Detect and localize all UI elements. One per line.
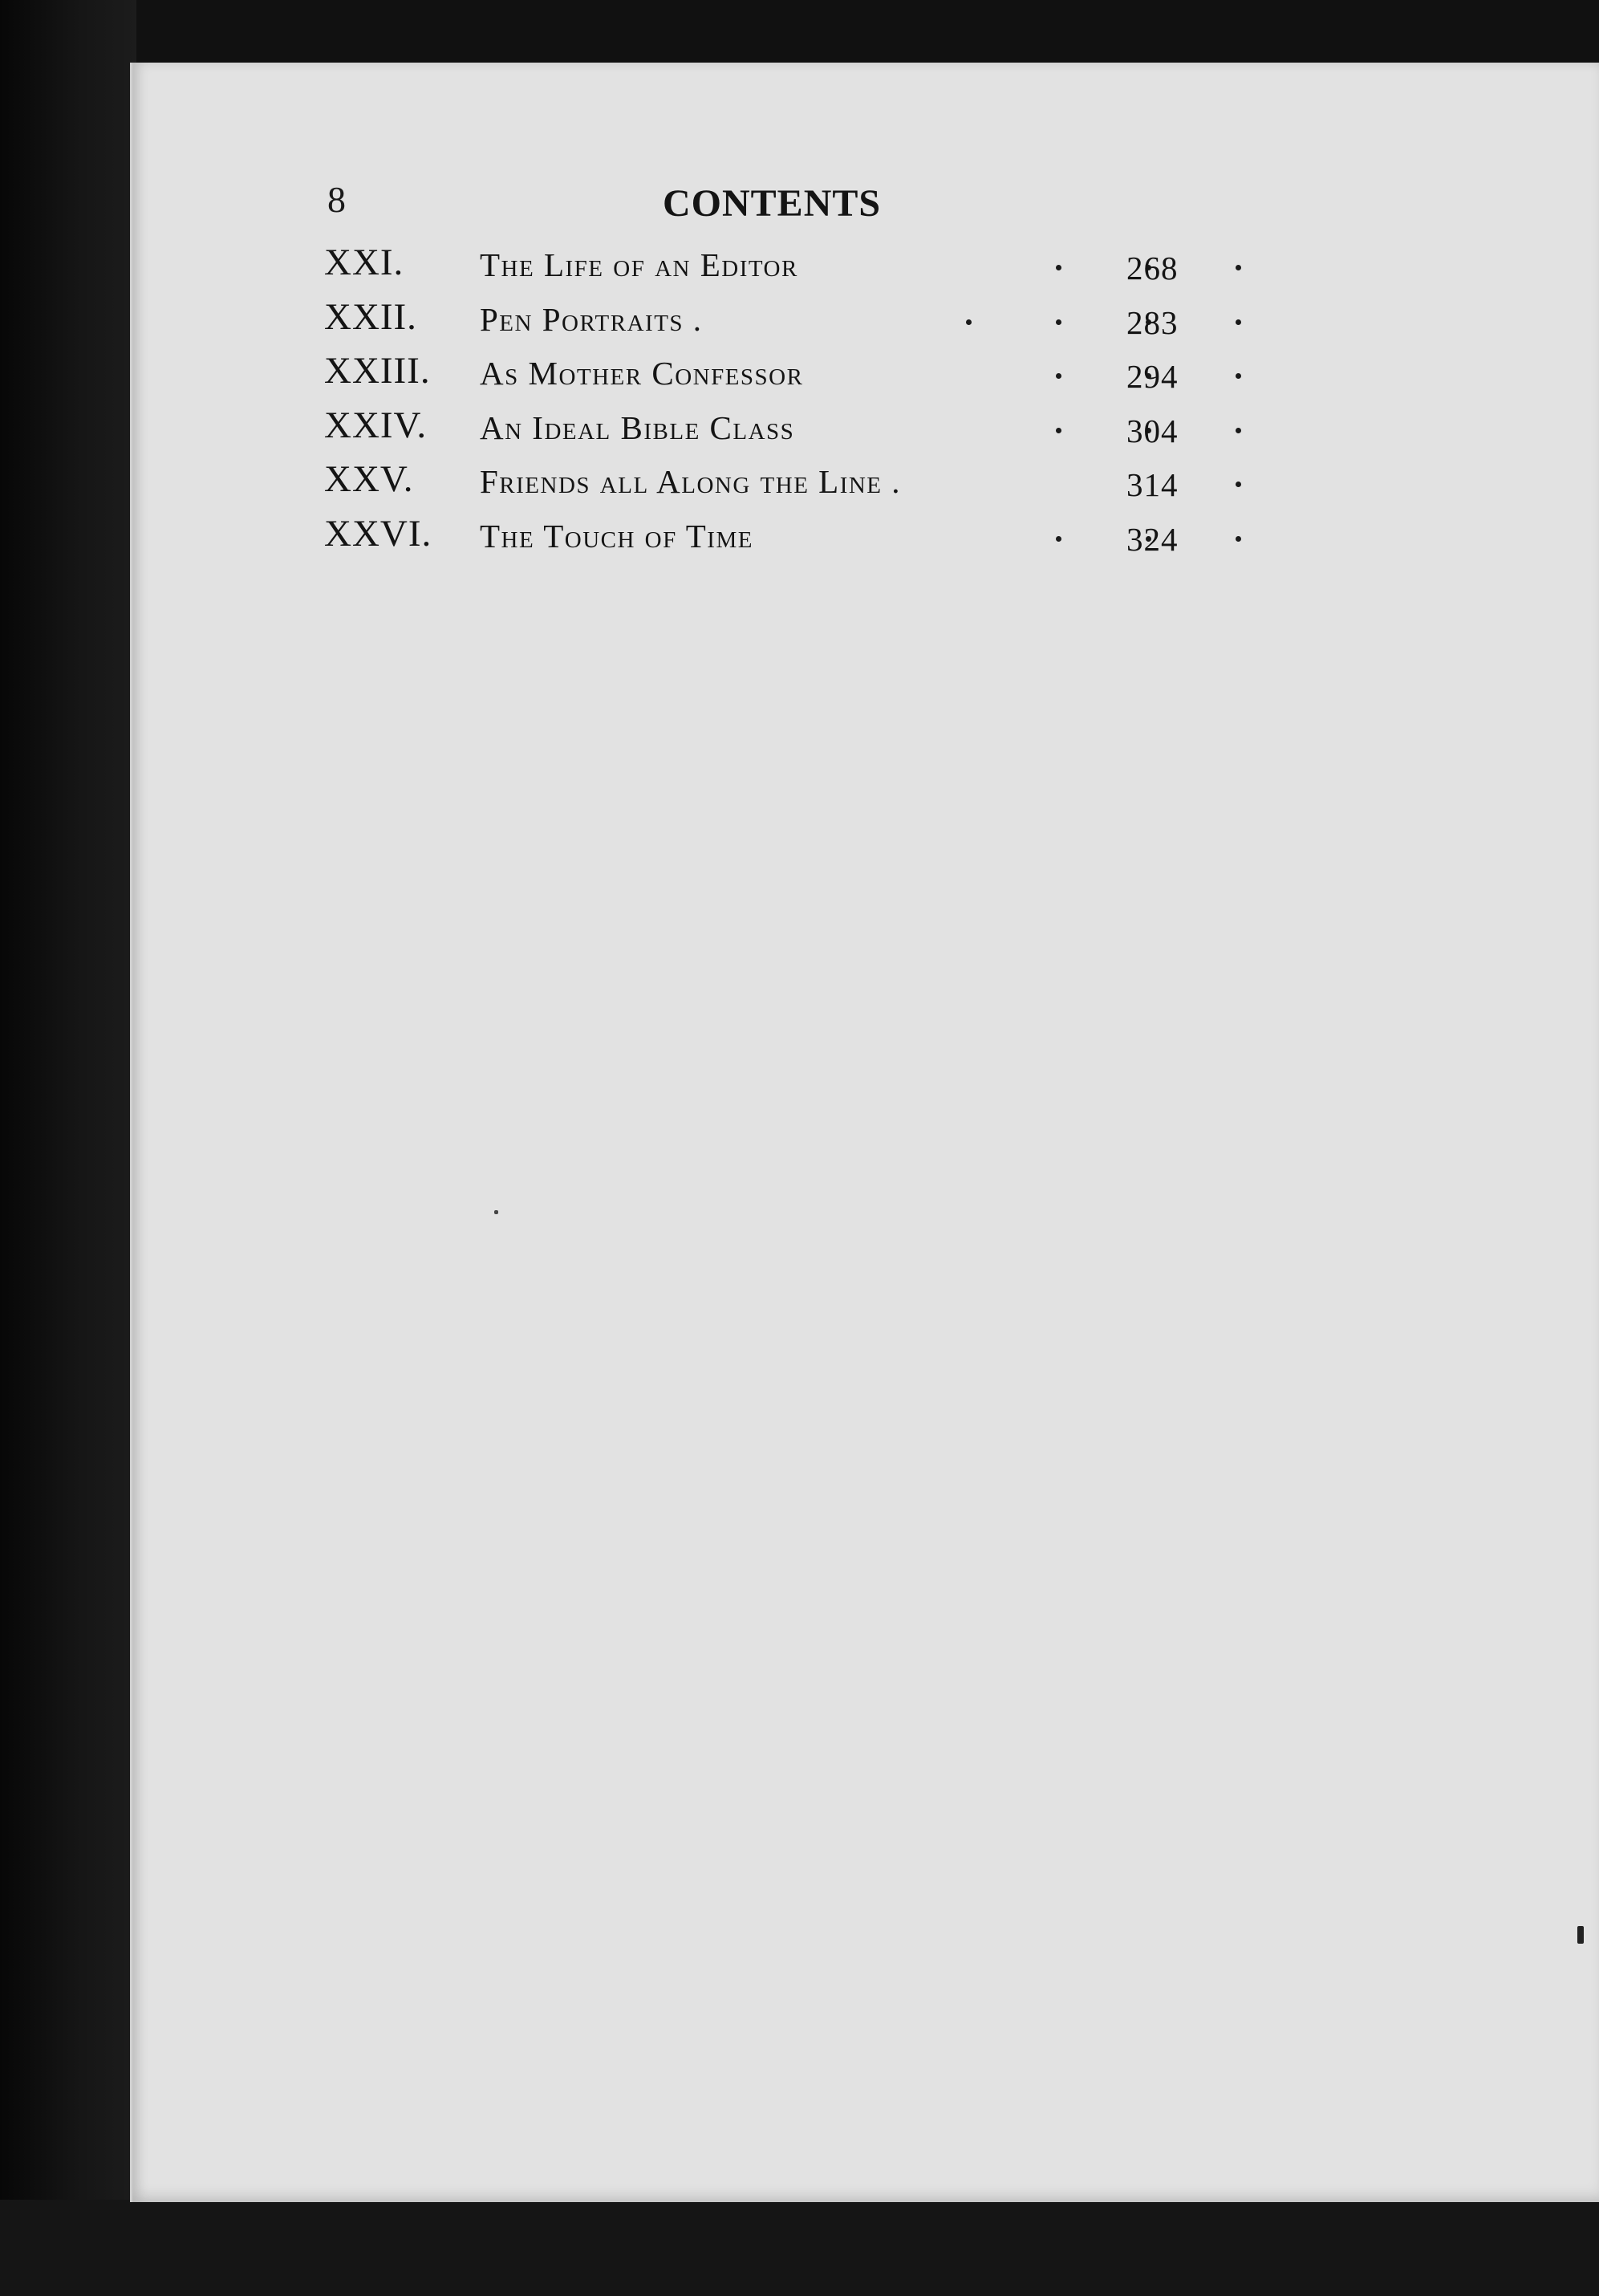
- scan-background-bottom: [0, 2200, 1599, 2296]
- chapter-page: 268: [1126, 250, 1179, 286]
- leader-dots: [324, 354, 1126, 394]
- table-of-contents: [324, 241, 1191, 566]
- toc-entry: [324, 512, 1191, 567]
- chapter-page: 304: [1126, 412, 1179, 449]
- leader-dots: [324, 408, 1126, 449]
- toc-entry: [324, 295, 1191, 350]
- dust-speck: [494, 1210, 498, 1214]
- chapter-number: XXI.: [324, 242, 404, 283]
- chapter-number: XXVI.: [324, 512, 432, 555]
- dust-speck: [1577, 1926, 1584, 1944]
- chapter-title: The Life of an Editor: [480, 246, 798, 283]
- chapter-number: XXIV.: [324, 404, 428, 446]
- toc-entry: [324, 349, 1191, 404]
- chapter-number: XXII.: [324, 295, 417, 338]
- chapter-title: An Ideal Bible Class: [480, 408, 795, 446]
- toc-entry: [324, 457, 1191, 512]
- toc-entry: [324, 241, 1191, 295]
- page-number: 8: [327, 179, 346, 220]
- chapter-page: 283: [1126, 303, 1179, 341]
- scan-background-left: [0, 0, 136, 2296]
- chapter-number: XXIII.: [324, 350, 431, 392]
- leader-dots: [324, 517, 1126, 557]
- leader-dots: [324, 300, 1126, 340]
- chapter-title: The Touch of Time: [480, 517, 753, 555]
- chapter-title: As Mother Confessor: [480, 355, 804, 392]
- page-heading: CONTENTS: [663, 182, 882, 225]
- chapter-title: Pen Portraits .: [480, 300, 703, 338]
- leader-dots: [324, 462, 1126, 502]
- chapter-page: 324: [1126, 520, 1179, 558]
- toc-entry: [324, 404, 1191, 458]
- chapter-page: 314: [1126, 466, 1179, 503]
- chapter-number: XXV.: [324, 458, 414, 500]
- chapter-title: Friends all Along the Line .: [480, 463, 902, 500]
- chapter-page: 294: [1126, 358, 1179, 395]
- leader-dots: [324, 246, 1126, 286]
